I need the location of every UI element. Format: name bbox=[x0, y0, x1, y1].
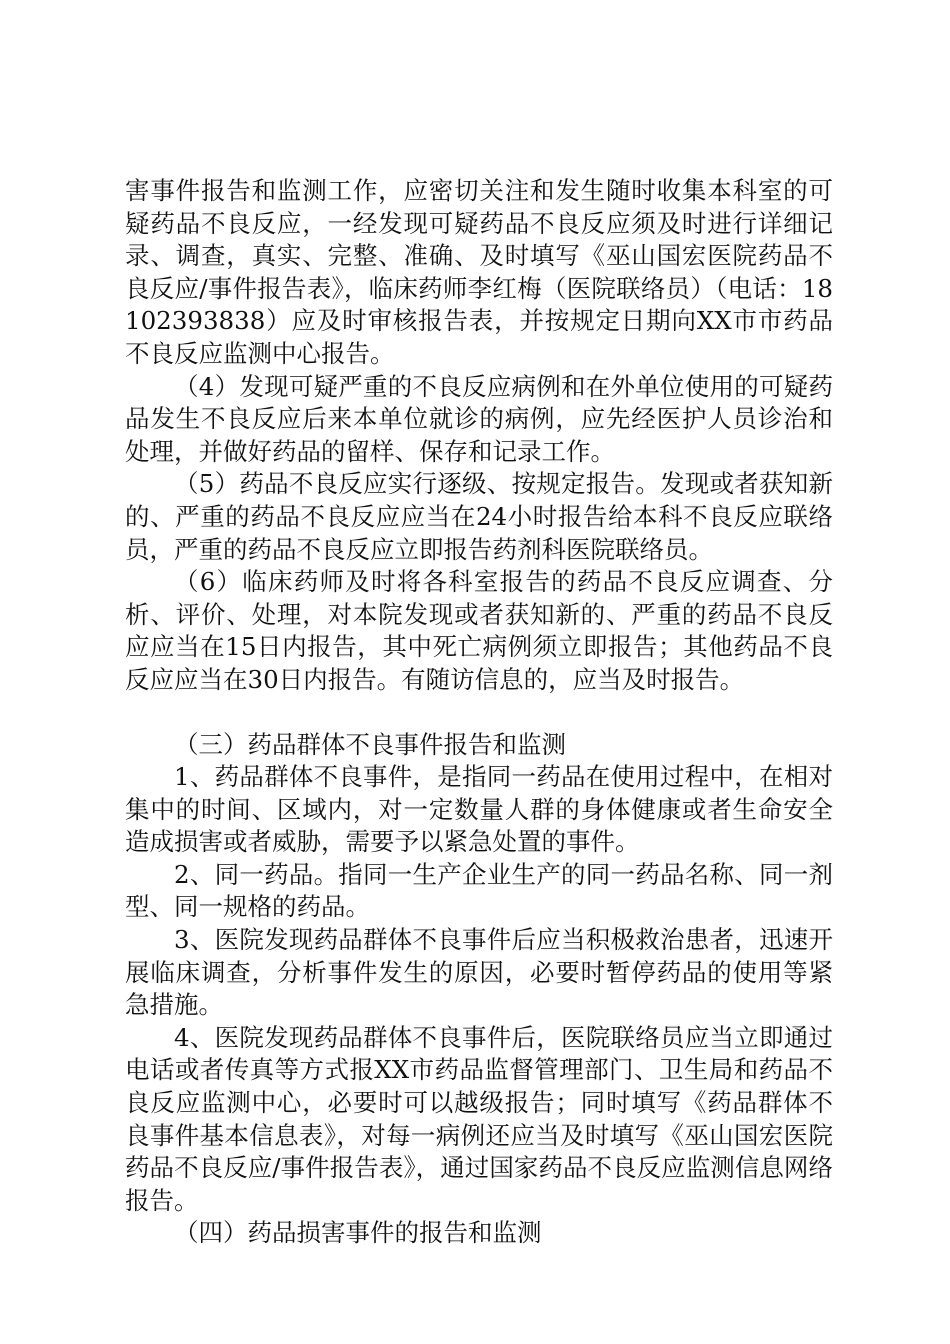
paragraph-item-4: （4）发现可疑严重的不良反应病例和在外单位使用的可疑药品发生不良反应后来本单位就诊的病例，应先经医护人员诊治和处理，并做好药品的留样、保存和记录工作。 bbox=[125, 371, 833, 466]
paragraph-reporting-duties: 害事件报告和监测工作，应密切关注和发生随时收集本科室的可疑药品不良反应，一经发现可疑药品不良反应须及时进行详细记录、调查，真实、完整、准确、及时填写《巫山国宏医院药品不良反应/事件报告表》，临床药师李红梅（医院联络员）（电话：18102393838）应及时审核报告表，并按规定日期向XX市市药品不良反应监测中心报告。 bbox=[125, 176, 833, 368]
paragraph-group-event-1: 1、药品群体不良事件，是指同一药品在使用过程中，在相对集中的时间、区域内，对一定数量人群的身体健康或者生命安全造成损害或者威胁，需要予以紧急处置的事件。 bbox=[125, 762, 833, 857]
section-heading-3: （三）药品群体不良事件报告和监测 bbox=[174, 729, 566, 759]
paragraph-item-5: （5）药品不良反应实行逐级、按规定报告。发现或者获知新的、严重的药品不良反应应当在24小时报告给本科不良反应联络员，严重的药品不良反应立即报告药剂科医院联络员。 bbox=[125, 469, 833, 564]
section-heading-4: （四）药品损害事件的报告和监测 bbox=[174, 1218, 542, 1248]
paragraph-group-event-4: 4、医院发现药品群体不良事件后，医院联络员应当立即通过电话或者传真等方式报XX市药品监督管理部门、卫生局和药品不良反应监测中心，必要时可以越级报告；同时填写《药品群体不良事件基本信息表》，对每一病例还应当及时填写《巫山国宏医院药品不良反应/事件报告表》，通过国家药品不良反应监测信息网络报告。 bbox=[125, 1022, 833, 1215]
paragraph-group-event-3: 3、医院发现药品群体不良事件后应当积极救治患者，迅速开展临床调查，分析事件发生的原因，必要时暂停药品的使用等紧急措施。 bbox=[125, 925, 833, 1020]
document-body bbox=[125, 175, 833, 1250]
paragraph-group-event-2: 2、同一药品。指同一生产企业生产的同一药品名称、同一剂型、同一规格的药品。 bbox=[125, 859, 833, 922]
paragraph-item-6: （6）临床药师及时将各科室报告的药品不良反应调查、分析、评价、处理，对本院发现或者获知新的、严重的药品不良反应应当在15日内报告，其中死亡病例须立即报告；其他药品不良反应应当在30日内报告。有随访信息的，应当及时报告。 bbox=[125, 567, 833, 694]
